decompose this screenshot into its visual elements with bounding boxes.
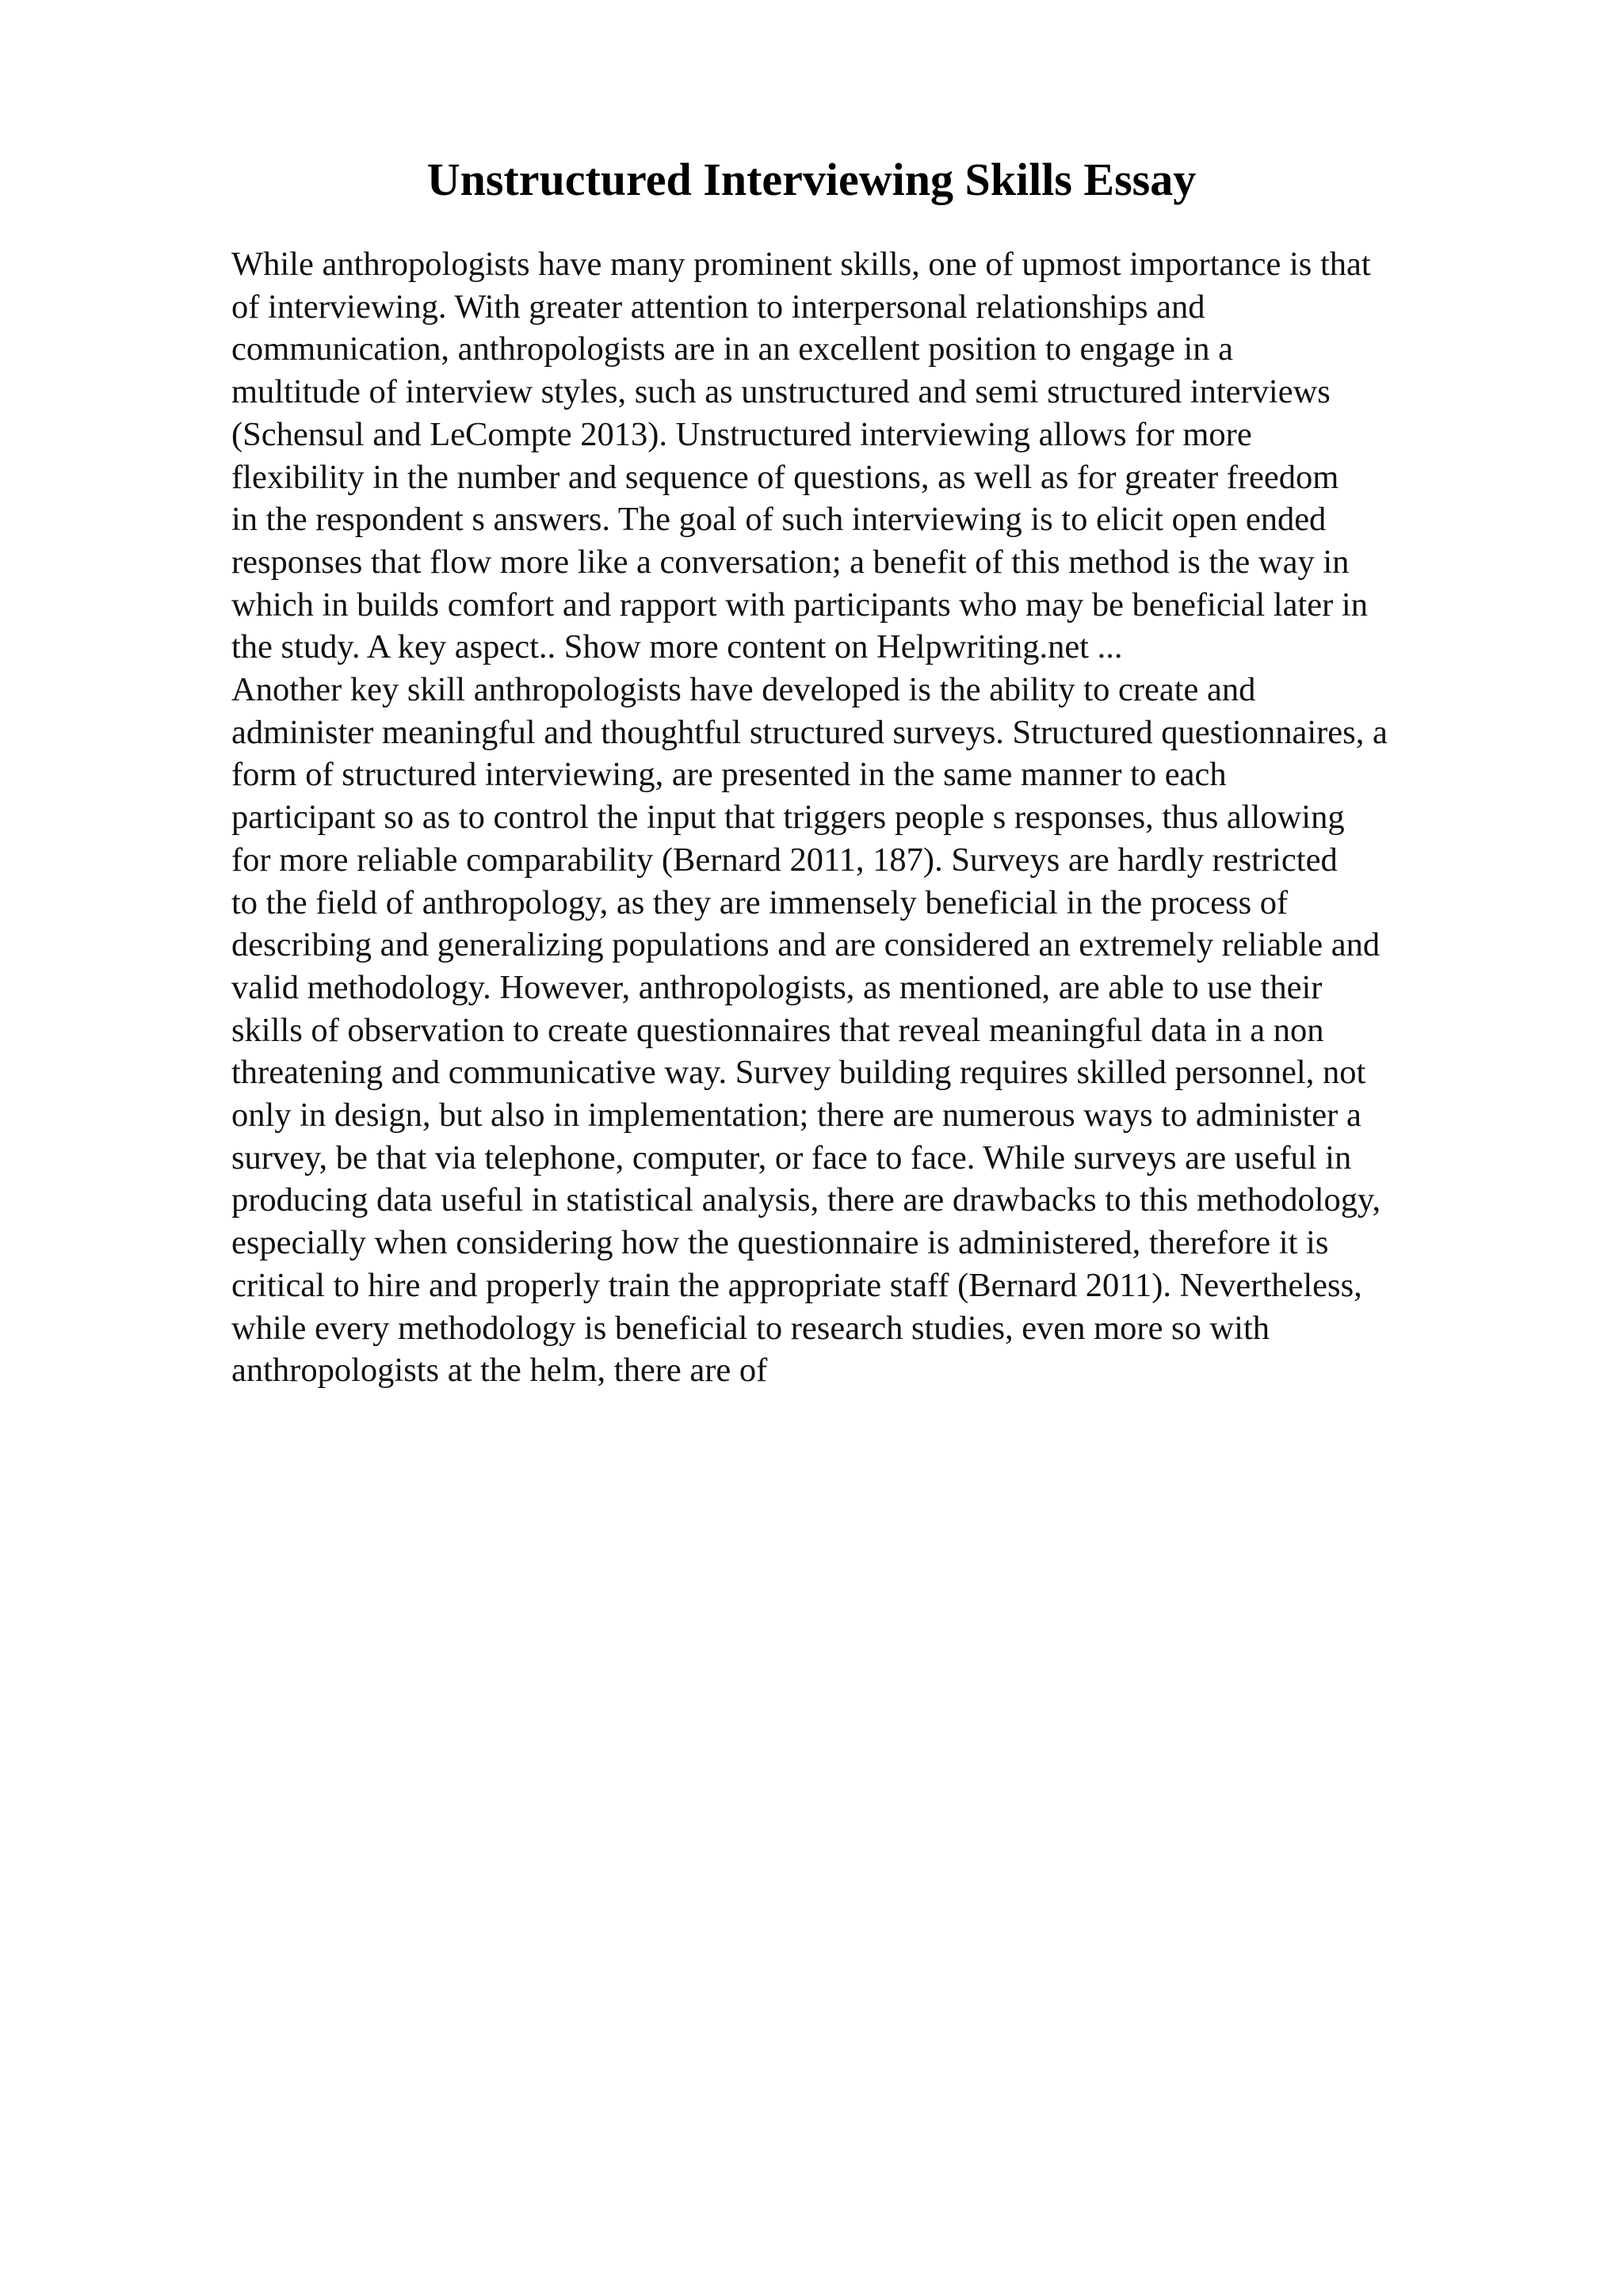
body-line: responses that flow more like a conversation; a benefit of this method is the way in (231, 543, 1350, 581)
body-line: especially when considering how the questionnaire is administered, therefore it is (231, 1224, 1329, 1262)
body-line: to the field of anthropology, as they are immensely beneficial in the process of (231, 883, 1289, 921)
body-line: multitude of interview styles, such as unstructured and semi structured interviews (231, 373, 1331, 411)
document-body (231, 243, 1499, 1392)
body-line: communication, anthropologists are in an excellent position to engage in a (231, 330, 1234, 368)
body-line: (Schensul and LeCompte 2013). Unstructured interviewing allows for more (231, 415, 1252, 453)
body-line: anthropologists at the helm, there are of (231, 1352, 768, 1390)
body-line: critical to hire and properly train the appropriate staff (Bernard 2011). Nevertheless, (231, 1266, 1362, 1304)
body-line: in the respondent s answers. The goal of such interviewing is to elicit open ended (231, 501, 1327, 539)
body-line: skills of observation to create questionnaires that reveal meaningful data in a non (231, 1011, 1324, 1049)
body-line: flexibility in the number and sequence of questions, as well as for greater freedom (231, 458, 1339, 496)
body-line: administer meaningful and thoughtful structured surveys. Structured questionnaires, a (231, 713, 1388, 751)
body-line: form of structured interviewing, are presented in the same manner to each (231, 756, 1227, 794)
body-line: while every methodology is beneficial to research studies, even more so with (231, 1309, 1270, 1347)
body-line: participant so as to control the input that triggers people s responses, thus allowing (231, 799, 1345, 837)
body-line: producing data useful in statistical analysis, there are drawbacks to this methodology, (231, 1181, 1381, 1219)
body-line: While anthropologists have many prominent skills, one of upmost importance is that (231, 246, 1371, 283)
document-title: Unstructured Interviewing Skills Essay (426, 154, 1197, 205)
body-line: valid methodology. However, anthropologists, as mentioned, are able to use their (231, 968, 1323, 1006)
body-line: survey, be that via telephone, computer, or face to face. While surveys are useful in (231, 1138, 1352, 1177)
body-line: the study. A key aspect.. Show more content on Helpwriting.net ... (231, 628, 1123, 666)
body-line: only in design, but also in implementation; there are numerous ways to administer a (231, 1097, 1361, 1135)
body-line: describing and generalizing populations and are considered an extremely reliable and (231, 926, 1381, 964)
body-line: threatening and communicative way. Survey building requires skilled personnel, not (231, 1054, 1366, 1092)
body-line: of interviewing. With greater attention to interpersonal relationships and (231, 288, 1205, 326)
body-line: Another key skill anthropologists have developed is the ability to create and (231, 671, 1256, 709)
body-line: for more reliable comparability (Bernard 2011, 187). Surveys are hardly restricted (231, 841, 1338, 879)
body-line: which in builds comfort and rapport with participants who may be beneficial later in (231, 585, 1368, 624)
